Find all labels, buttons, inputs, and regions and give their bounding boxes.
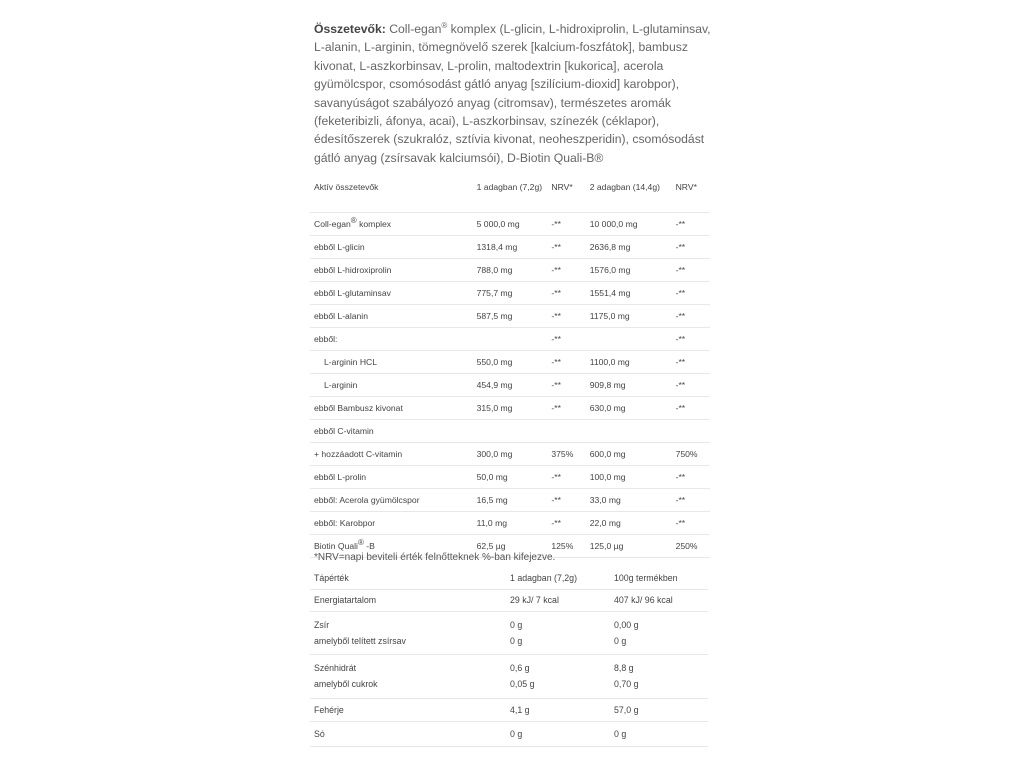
fat-value: 0 g [510,619,523,630]
protein-per-serving: 4,1 g [506,698,610,721]
table-row [310,236,710,259]
table-row [310,589,708,611]
row-nrv-2: -** [672,259,710,282]
row-name: ebből L-alanin [310,305,473,328]
row-nrv-1: -** [547,282,585,305]
saturated-fat-value: 0 g [614,635,627,646]
table-row [310,259,710,282]
row-dose-1: 315,0 mg [473,397,548,420]
salt-per-100g: 0 g [610,721,708,746]
nutrition-header-row [310,568,708,589]
row-nrv-1: -** [547,374,585,397]
row-nrv-1: -** [547,397,585,420]
carb-per-serving [506,654,610,698]
table-row [310,466,710,489]
table-row [310,328,710,351]
table-row [310,420,710,443]
energy-per-100g: 407 kJ/ 96 kcal [610,589,708,611]
row-nrv-1: -** [547,305,585,328]
header-nrv-2: NRV* [675,182,697,192]
table-row [310,721,708,746]
carb-per-100g [610,654,708,698]
row-nrv-1: 125% [547,535,585,558]
fat-value: 0,00 g [614,619,639,630]
table-row [310,305,710,328]
row-dose-2 [586,328,672,351]
header-per-serving: 1 adagban (7,2g) [510,573,578,584]
row-dose-2: 125,0 µg [586,535,672,558]
header-nutrition: Tápérték [314,573,349,584]
row-dose-2: 1100,0 mg [586,351,672,374]
table-row [310,654,708,698]
protein-label: Fehérje [310,698,506,721]
row-name: ebből L-glicin [310,236,473,259]
row-nrv-2: 750% [672,443,710,466]
row-nrv-2: -** [672,328,710,351]
row-name-text: Biotin Quali [314,541,358,551]
table-row [310,282,710,305]
salt-per-serving: 0 g [506,721,610,746]
row-dose-2: 1551,4 mg [586,282,672,305]
ingredients-list: komplex (L-glicin, L-hidroxiprolin, L-glutaminsav, L-alanin, L-arginin, tömegnövelő szerek [kalcium-foszfátok], bambusz kivonat, L-aszkorbinsav, L-prolin, maltodextrin [kukorica], acerola gyümölcspor, csomósodást gátló anyag [szilícium-dioxid] karobpor), savanyúságot szabályozó anyag (citromsav), természetes aromák (feketeribizli, áfonya, acai), L-aszkorbinsav, színezék (céklapor), édesítőszerek (szukralóz, sztívia kivonat, neoheszperidin), csomósodást gátló anyag (zsírsavak kalciumsói), D-Biotin Quali-B® [314,22,711,165]
row-name [310,213,473,236]
carb-labels [310,654,506,698]
row-nrv-1: -** [547,351,585,374]
row-dose-2: 33,0 mg [586,489,672,512]
row-dose-1: 775,7 mg [473,282,548,305]
row-nrv-2: -** [672,397,710,420]
ingredients-text [314,20,714,167]
row-dose-2: 1175,0 mg [586,305,672,328]
row-nrv-1: -** [547,466,585,489]
carb-value: 0,6 g [510,663,530,673]
row-name-text: Coll-egan [314,219,351,229]
header-one-serving: 1 adagban (7,2g) [476,182,543,192]
row-dose-1: 587,5 mg [473,305,548,328]
sugar-value: 0,05 g [510,679,535,689]
row-name: ebből: Karobpor [310,512,473,535]
nutrition-table [310,568,708,747]
row-nrv-1: -** [547,512,585,535]
table-row [310,698,708,721]
row-nrv-2: -** [672,489,710,512]
active-ingredients-table [310,179,710,558]
row-nrv-1: -** [547,259,585,282]
row-nrv-2: -** [672,305,710,328]
row-dose-1 [473,420,548,443]
table-row [310,443,710,466]
carb-value: 8,8 g [614,663,634,673]
row-nrv-2: -** [672,236,710,259]
table-header-row [310,179,710,213]
row-dose-1: 788,0 mg [473,259,548,282]
row-nrv-1 [547,420,585,443]
row-nrv-2: -** [672,466,710,489]
row-dose-1: 62,5 µg [473,535,548,558]
registered-mark: ® [357,538,364,548]
row-dose-1: 11,0 mg [473,512,548,535]
table-row [310,512,710,535]
row-dose-1: 454,9 mg [473,374,548,397]
salt-label: Só [310,721,506,746]
nrv-footnote: *NRV=napi beviteli érték felnőtteknek %-ban kifejezve. [314,552,556,563]
row-nrv-2: -** [672,213,710,236]
row-dose-1 [473,328,548,351]
row-name: ebből L-prolin [310,466,473,489]
row-nrv-2: -** [672,351,710,374]
table-row [310,351,710,374]
energy-per-serving: 29 kJ/ 7 kcal [506,589,610,611]
ingredients-brand: Coll-egan [389,22,442,36]
table-row [310,489,710,512]
row-dose-2: 22,0 mg [586,512,672,535]
row-dose-2: 1576,0 mg [586,259,672,282]
sugar-label: amelyből cukrok [314,679,378,689]
header-two-servings: 2 adagban (14,4g) [589,182,660,192]
table-row [310,611,708,654]
row-name-suffix: komplex [356,219,392,229]
row-nrv-2: 250% [672,535,710,558]
protein-per-100g: 57,0 g [610,698,708,721]
row-nrv-2: -** [672,282,710,305]
registered-mark: ® [350,216,357,226]
fat-label: Zsír [314,619,330,630]
row-nrv-1: -** [547,328,585,351]
fat-labels [310,611,506,654]
row-nrv-1: -** [547,489,585,512]
row-dose-2: 600,0 mg [586,443,672,466]
row-dose-2 [586,420,672,443]
saturated-fat-label: amelyből telített zsírsav [314,635,406,646]
registered-mark: ® [441,20,448,30]
row-nrv-2: -** [672,374,710,397]
header-per-100g: 100g termékben [614,573,678,584]
row-name-suffix: -B [363,541,375,551]
fat-per-serving [506,611,610,654]
row-dose-2: 100,0 mg [586,466,672,489]
row-name: L-arginin HCL [310,351,473,374]
header-nrv-1: NRV* [551,182,573,192]
row-nrv-2: -** [672,512,710,535]
carb-label: Szénhidrát [314,663,357,673]
row-dose-2: 909,8 mg [586,374,672,397]
saturated-fat-value: 0 g [510,635,523,646]
header-active-ingredients: Aktív összetevők [314,182,379,192]
row-dose-1: 16,5 mg [473,489,548,512]
ingredients-section [314,20,714,167]
table-row [310,213,710,236]
row-name: + hozzáadott C-vitamin [310,443,473,466]
row-nrv-2 [672,420,710,443]
row-dose-1: 1318,4 mg [473,236,548,259]
row-dose-2: 10 000,0 mg [586,213,672,236]
row-name: ebből: [310,328,473,351]
ingredients-label: Összetevők: [314,22,386,36]
sugar-value: 0,70 g [614,679,639,689]
row-name: ebből L-hidroxiprolin [310,259,473,282]
row-dose-1: 50,0 mg [473,466,548,489]
row-name: ebből C-vitamin [310,420,473,443]
energy-label: Energiatartalom [310,589,506,611]
row-dose-1: 300,0 mg [473,443,548,466]
row-nrv-1: -** [547,213,585,236]
row-name: L-arginin [310,374,473,397]
row-name: ebből L-glutaminsav [310,282,473,305]
row-nrv-1: 375% [547,443,585,466]
row-dose-2: 630,0 mg [586,397,672,420]
table-row [310,397,710,420]
row-dose-2: 2636,8 mg [586,236,672,259]
fat-per-100g [610,611,708,654]
row-dose-1: 5 000,0 mg [473,213,548,236]
row-name: ebből: Acerola gyümölcspor [310,489,473,512]
table-row [310,374,710,397]
row-nrv-1: -** [547,236,585,259]
row-name: ebből Bambusz kivonat [310,397,473,420]
row-dose-1: 550,0 mg [473,351,548,374]
